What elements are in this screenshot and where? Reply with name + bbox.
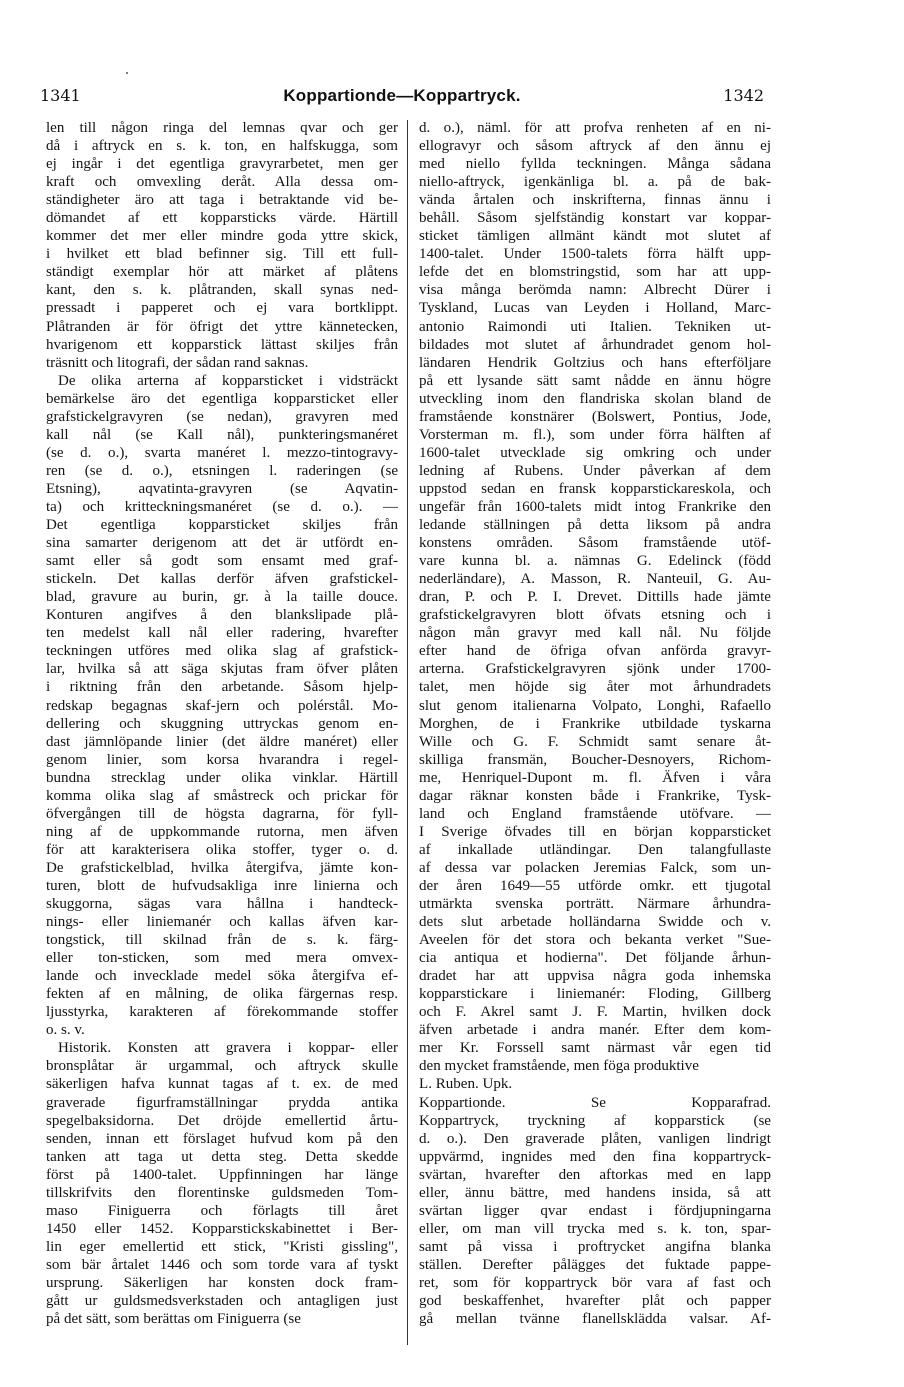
- text-line: eller ton-sticken, som med mera omvex-: [46, 950, 398, 967]
- text-line: nederländare), A. Masson, R. Nanteuil, G. Au-: [419, 571, 771, 588]
- text-line: för att karakterisera olika stoffer, tyger o. d.: [46, 841, 398, 858]
- text-line: len till någon ringa del lemnas qvar och ger: [46, 120, 398, 136]
- text-line: som bär årtalet 1446 och som torde vara af tyskt: [46, 1256, 398, 1273]
- text-line: sina samarter derigenom att det är utfördt en-: [46, 535, 398, 552]
- text-line: efter hand de öfriga ofvan anförda gravyr-: [419, 643, 771, 660]
- text-line: framstående konstnärer (Bolswert, Pontius, Jode,: [419, 408, 771, 425]
- text-line: Konturen angifves å den blankslipade plå-: [46, 607, 398, 624]
- text-line: senden, innan ett förslaget hufvud kom på den: [46, 1130, 398, 1147]
- text-line: genom linier, som korsa hvarandra i regel-: [46, 751, 398, 768]
- text-line: De grafstickelblad, hvilka återgifva, jämte kon-: [46, 859, 398, 876]
- text-line: ret, som för koppartryck bör vara af fast och: [419, 1275, 771, 1291]
- text-line: komma olika slag af småstreck och prickar för: [46, 787, 398, 804]
- text-line: fekten af en målning, de olika färgernas resp.: [46, 986, 398, 1003]
- text-line: hvarigenom ett kopparstick lättast skiljes från: [46, 336, 398, 353]
- text-line: cia antiqua et hodierna". Det följande århun-: [419, 950, 771, 967]
- text-line: tillskrifvits den florentinske guldsmeden Tom-: [46, 1184, 398, 1201]
- text-line: säkerligen hafva kunnat tagas af t. ex. de med: [46, 1076, 398, 1093]
- text-line: och F. Akrel samt J. F. Martin, hvilken dock: [419, 1004, 771, 1021]
- text-line: (se d. o.), svarta manéret l. mezzo-tintogravy-: [46, 444, 398, 461]
- text-line: först på 1400-talet. Uppfinningen har länge: [46, 1166, 398, 1183]
- text-line: ledning af Rubens. Under påverkan af dem: [419, 462, 771, 479]
- text-line: vända årtalen och inskrifterna, finnas ännu i: [419, 192, 771, 209]
- text-line: slut genom italienarna Volpato, Longhi, Rafaello: [419, 697, 771, 714]
- text-line: af inkallade utländingar. Den talangfullaste: [419, 841, 771, 858]
- text-line: äfven arbetade i andra manér. Efter dem kom-: [419, 1022, 771, 1039]
- text-line: skilliga fransmän, Boucher-Desnoyers, Richom-: [419, 751, 771, 768]
- text-line: Tyskland, Lucas van Leyden i Holland, Marc-: [419, 300, 771, 317]
- text-line: Morghen, de i Frankrike utbildade tyskarna: [419, 715, 771, 732]
- text-line: utmärkta svenska porträtt. Närmare århundra-: [419, 896, 771, 913]
- text-line: 1450 eller 1452. Kopparstickskabinettet i Ber-: [46, 1220, 398, 1237]
- text-line: uppvärmd, ingnides med den fina koppartryck-: [419, 1148, 771, 1165]
- text-line: d. o.), näml. för att profva renheten af en ni-: [419, 120, 771, 136]
- text-line: pressadt i papperet och ej vara bortklippt.: [46, 300, 398, 317]
- text-line: den mycket framstående, men föga produktive: [419, 1058, 699, 1075]
- text-line: ta) och kritteckningsmanéret (se d. o.). —: [46, 498, 398, 515]
- text-line: ren (se d. o.), etsningen l. raderingen (se: [46, 462, 398, 479]
- column-divider: [407, 120, 408, 1345]
- text-line: Historik. Konsten att gravera i koppar- eller: [58, 1040, 398, 1057]
- text-line: ställen. Derefter pålägges det fuktade pappe-: [419, 1256, 771, 1273]
- text-line: då i aftryck en s. k. ton, en halfskugga, som: [46, 138, 398, 155]
- text-line: träsnitt och litografi, der sådan rand saknas.: [46, 354, 309, 371]
- text-line: sticket tämligen allmänt kändt mot slutet af: [419, 228, 771, 245]
- text-line: bildades mot slutet af århundradet genom hol-: [419, 336, 771, 353]
- text-line: uppstod sedan en fransk kopparstickareskola, och: [419, 480, 771, 497]
- text-line: grafstickelgravyren (se nedan), gravyren med: [46, 408, 398, 425]
- text-line: gå mellan tvänne flanellsklädda valsar. Af-: [419, 1311, 771, 1328]
- text-line: bronsplåtar är urgammal, och aftryck skulle: [46, 1058, 398, 1075]
- speck-mark: [126, 72, 128, 74]
- text-line: kommer det mer eller mindre goda yttre skick,: [46, 228, 398, 245]
- text-line: dets slut arbetade holländarna Swidde och v.: [419, 914, 771, 931]
- text-line: graverade figurframställningar prydda antika: [46, 1094, 398, 1111]
- left-column: [46, 119, 398, 1328]
- text-line: i riktning från den arbetande. Såsom hjelp-: [46, 679, 398, 696]
- text-line: tongstick, till skilnad från de s. k. färg-: [46, 932, 398, 949]
- text-line: med niello fyllda teckningen. Många sådana: [419, 156, 771, 173]
- text-line: me, Henriquel-Dupont m. fl. Äfven i våra: [419, 769, 771, 786]
- text-line: der åren 1649—55 utförde omkr. ett tjugotal: [419, 877, 771, 894]
- text-line: turen, blott de hufvudsakliga inre linierna och: [46, 877, 398, 894]
- text-line: kopparstickare i liniemanér: Floding, Gillberg: [419, 986, 771, 1003]
- text-line: Vorsterman m. fl.), som under förra hälften af: [419, 426, 771, 443]
- text-line: grafstickelgravyren blott öfvats etsning och i: [419, 607, 771, 624]
- text-line: ten medelst kall nål eller radering, hvarefter: [46, 625, 398, 642]
- text-line: redskap begagnas skaf-jern och polérstål. Mo-: [46, 697, 398, 714]
- text-line: talet, men höjde sig åter mot århundradets: [419, 679, 771, 696]
- text-line: dagar räknar konsten både i Frankrike, Tysk-: [419, 787, 771, 804]
- text-line: antonio Raimondi uti Italien. Tekniken ut-: [419, 318, 771, 335]
- text-line: Det egentliga kopparsticket skiljes från: [46, 517, 398, 534]
- text-line: stickeln. Det kallas derför äfven grafstickel-: [46, 571, 398, 588]
- text-line: ungefär från 1600-talets midt intog Frankrike den: [419, 498, 771, 515]
- text-line: nings- eller liniemanér och kallas äfven kar-: [46, 914, 398, 931]
- text-line: visa många berömda namn: Albrecht Dürer i: [419, 282, 771, 299]
- text-line: lin eger emellertid ett stick, "Kristi gissling",: [46, 1238, 398, 1255]
- text-line: maso Finiguerra och förlagts till året: [46, 1202, 398, 1219]
- text-line: niello-aftryck, igenkänliga bl. a. på de bak-: [419, 174, 771, 191]
- text-line: samt på vissa i proftrycket angifna blanka: [419, 1238, 771, 1255]
- text-line: ständigt exemplar hör att märket af plåtens: [46, 264, 398, 281]
- text-line: svärtan ligger qvar endast i fördjupningarna: [419, 1202, 771, 1219]
- text-line: dast jämnlöpande linier (det äldre manéret) eller: [46, 733, 398, 750]
- text-line: Wille och G. F. Schmidt samt senare åt-: [419, 733, 771, 750]
- text-line: kall nål (se Kall nål), punkteringsmanéret: [46, 426, 398, 443]
- text-line: bemärkelse äro det egentliga kopparsticket eller: [46, 390, 398, 407]
- text-line: samt eller så godt som ensamt med graf-: [46, 553, 398, 570]
- text-line: kraft och omvexling deråt. Alla dessa om-: [46, 174, 398, 191]
- text-line: tanken att taga ut detta steg. Detta skedde: [46, 1148, 398, 1165]
- text-line: arterna. Grafstickelgravyren sjönk under 1700-: [419, 661, 771, 678]
- text-line: Aveelen för det stora och bekanta verket "Sue-: [419, 932, 771, 949]
- text-line: god beskaffenhet, hvarefter plåt och papper: [419, 1293, 771, 1310]
- text-line: dradet har att uppvisa några goda inhemska: [419, 968, 771, 985]
- text-line: ej ingår i det egentliga gravyrarbetet, men ger: [46, 156, 398, 173]
- text-line: eller, om man vill trycka med s. k. ton, spar-: [419, 1220, 771, 1237]
- text-line: 1600-talet utvecklade sig omkring och under: [419, 444, 771, 461]
- text-line: konstens områden. Såsom framstående utöf-: [419, 535, 771, 552]
- text-line: kant, den s. k. plåtranden, skall synas ned-: [46, 282, 398, 299]
- text-line: teckningen utföres med olika slag af grafstick-: [46, 643, 398, 660]
- text-line: L. Ruben. Upk.: [419, 1076, 513, 1093]
- text-line: Koppartryck, tryckning af kopparstick (se: [419, 1112, 771, 1129]
- text-line: eller, ännu bättre, med handens insida, så att: [419, 1184, 771, 1201]
- text-line: skuggorna, sägas vara hållna i handteck-: [46, 896, 398, 913]
- text-line: ständigheter äro att taga i betraktande vid be-: [46, 192, 398, 209]
- text-line: på ett lysande sätt samt nådde en ännu högre: [419, 372, 771, 389]
- text-line: Etsning), aqvatinta-gravyren (se Aqvatin-: [46, 480, 398, 497]
- running-title: Koppartionde—Koppartryck.: [283, 86, 521, 105]
- text-line: ländaren Hendrik Goltzius och hans efterföljare: [419, 354, 771, 371]
- text-line: I Sverige öfvades till en början kopparsticket: [419, 823, 771, 840]
- text-line: Koppartionde. Se Kopparafrad.: [419, 1094, 771, 1111]
- text-line: mer Kr. Forssell samt närmast vår egen tid: [419, 1040, 771, 1057]
- text-line: land och England framstående utöfvare. —: [419, 805, 771, 822]
- text-line: lefde det en blomstringstid, som har att upp-: [419, 264, 771, 281]
- text-line: lande och invecklade medel söka återgifva ef-: [46, 968, 398, 985]
- page-number-left: 1341: [40, 86, 81, 105]
- text-line: ursprung. Säkerligen har konsten dock fram-: [46, 1275, 398, 1291]
- text-line: ljusstyrka, karakteren af förekommande stoffer: [46, 1004, 398, 1021]
- text-line: i hvilket ett blad befinner sig. Till ett full-: [46, 246, 398, 263]
- text-line: dran, P. och P. I. Drevet. Dittills hade jämte: [419, 589, 771, 606]
- text-line: De olika arterna af kopparsticket i vidsträckt: [58, 372, 398, 389]
- text-line: spegelbaksidorna. Det dröjde emellertid årtu-: [46, 1112, 398, 1129]
- text-line: vare kunna bl. a. nämnas G. Edelinck (född: [419, 553, 771, 570]
- text-line: dömandet af ett kopparsticks värde. Härtill: [46, 210, 398, 227]
- text-line: öfvergången till de högsta dagrarna, för fyll-: [46, 805, 398, 822]
- text-line: svärtan, hvarefter den aftorkas med en lapp: [419, 1166, 771, 1183]
- page-number-right: 1342: [723, 86, 764, 105]
- text-line: Plåtranden är för öfrigt det yttre kännetecken,: [46, 318, 398, 335]
- text-line: bundna strecklag under olika vinklar. Härtill: [46, 769, 398, 786]
- text-line: ning af de uppkommande rutorna, men äfven: [46, 823, 398, 840]
- text-line: ellogravyr och såsom aftryck af den ännu ej: [419, 138, 771, 155]
- text-line: ledande ställningen på detta liksom på andra: [419, 517, 771, 534]
- text-line: någon mån gravyr med kall nål. Nu följde: [419, 625, 771, 642]
- text-line: dellering och skuggning uttryckas genom en-: [46, 715, 398, 732]
- text-line: utveckling inom den flandriska skolan bland de: [419, 390, 771, 407]
- text-line: 1400-talet. Under 1500-talets förra hälft upp-: [419, 246, 771, 263]
- text-line: blad, gravure au burin, gr. à la taille douce.: [46, 589, 398, 606]
- text-line: gått ur guldsmedsverkstaden och antagligen just: [46, 1293, 398, 1310]
- text-line: af dessa var polacken Jeremias Falck, som un-: [419, 859, 771, 876]
- text-line: lar, hvilka så att säga skjutas fram öfver plåten: [46, 661, 398, 678]
- text-line: på det sätt, som berättas om Finiguerra (se: [46, 1311, 301, 1328]
- right-column: [419, 119, 771, 1328]
- running-header: [40, 86, 764, 110]
- text-line: d. o.). Den graverade plåten, vanligen lindrigt: [419, 1130, 771, 1147]
- text-line: behåll. Såsom sjelfständig konstart var koppar-: [419, 210, 771, 227]
- text-line: o. s. v.: [46, 1022, 85, 1039]
